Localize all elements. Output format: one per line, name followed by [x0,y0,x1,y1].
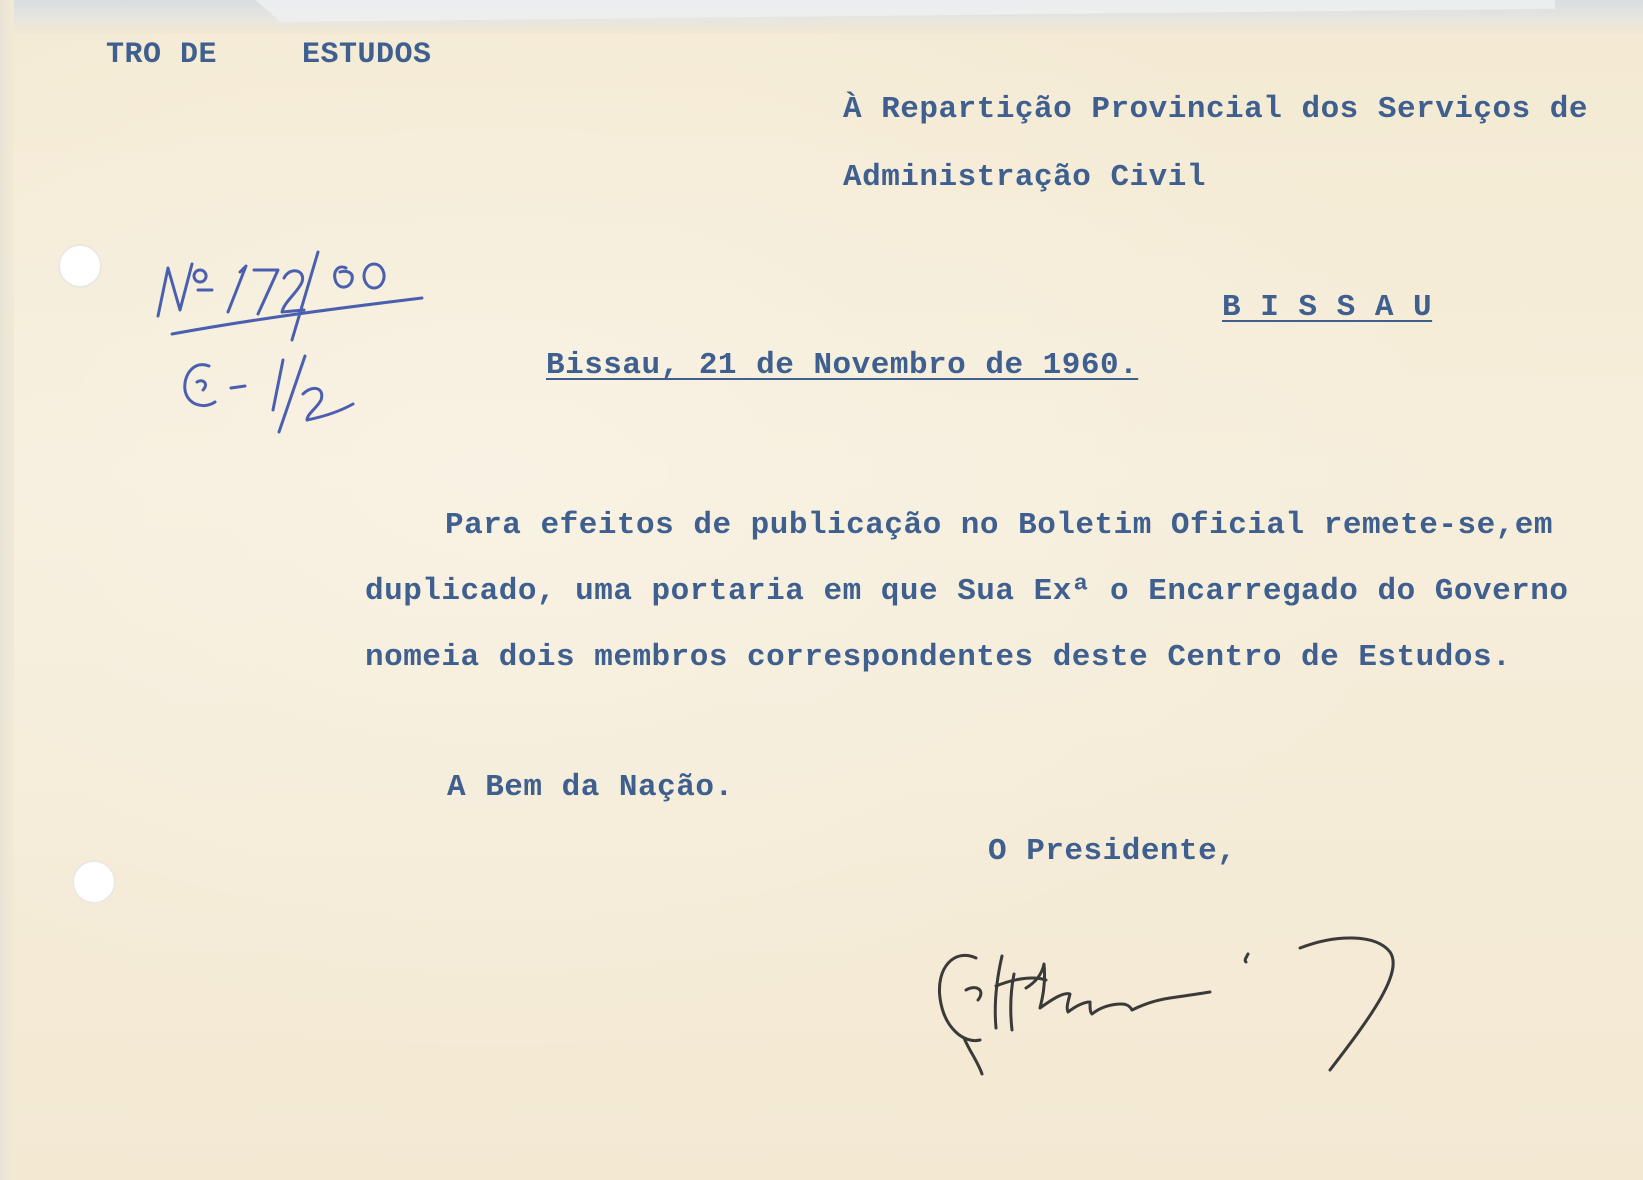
body-line-3: nomeia dois membros correspondentes deste Centro de Estudos. [365,640,1512,675]
document-date: Bissau, 21 de Novembro de 1960. [546,348,1139,383]
signatory-title: O Presidente, [988,834,1237,869]
signature [930,930,1450,1100]
closing-phrase: A Bem da Nação. [447,770,734,805]
letterhead-right: ESTUDOS [302,38,432,72]
destination-city: B I S S A U [1222,290,1433,325]
body-line-1: Para efeitos de publicação no Boletim Oficial remete-se,em [445,508,1553,543]
recipient-line-1: À Repartição Provincial dos Serviços de [843,92,1589,127]
letterhead-left: TRO DE [106,38,218,72]
recipient-line-2: Administração Civil [843,160,1206,195]
punch-hole-top [58,244,102,288]
left-scan-edge [0,0,14,1180]
handwritten-reference-number [150,238,435,358]
punch-hole-bottom [72,860,116,904]
handwriting-number-svg [150,238,435,353]
body-line-2: duplicado, uma portaria em que Sua Exª o Encarregado do Governo [365,574,1569,609]
signature-svg [930,930,1450,1095]
handwritten-reference-code [175,350,390,440]
handwriting-code-svg [175,350,390,435]
